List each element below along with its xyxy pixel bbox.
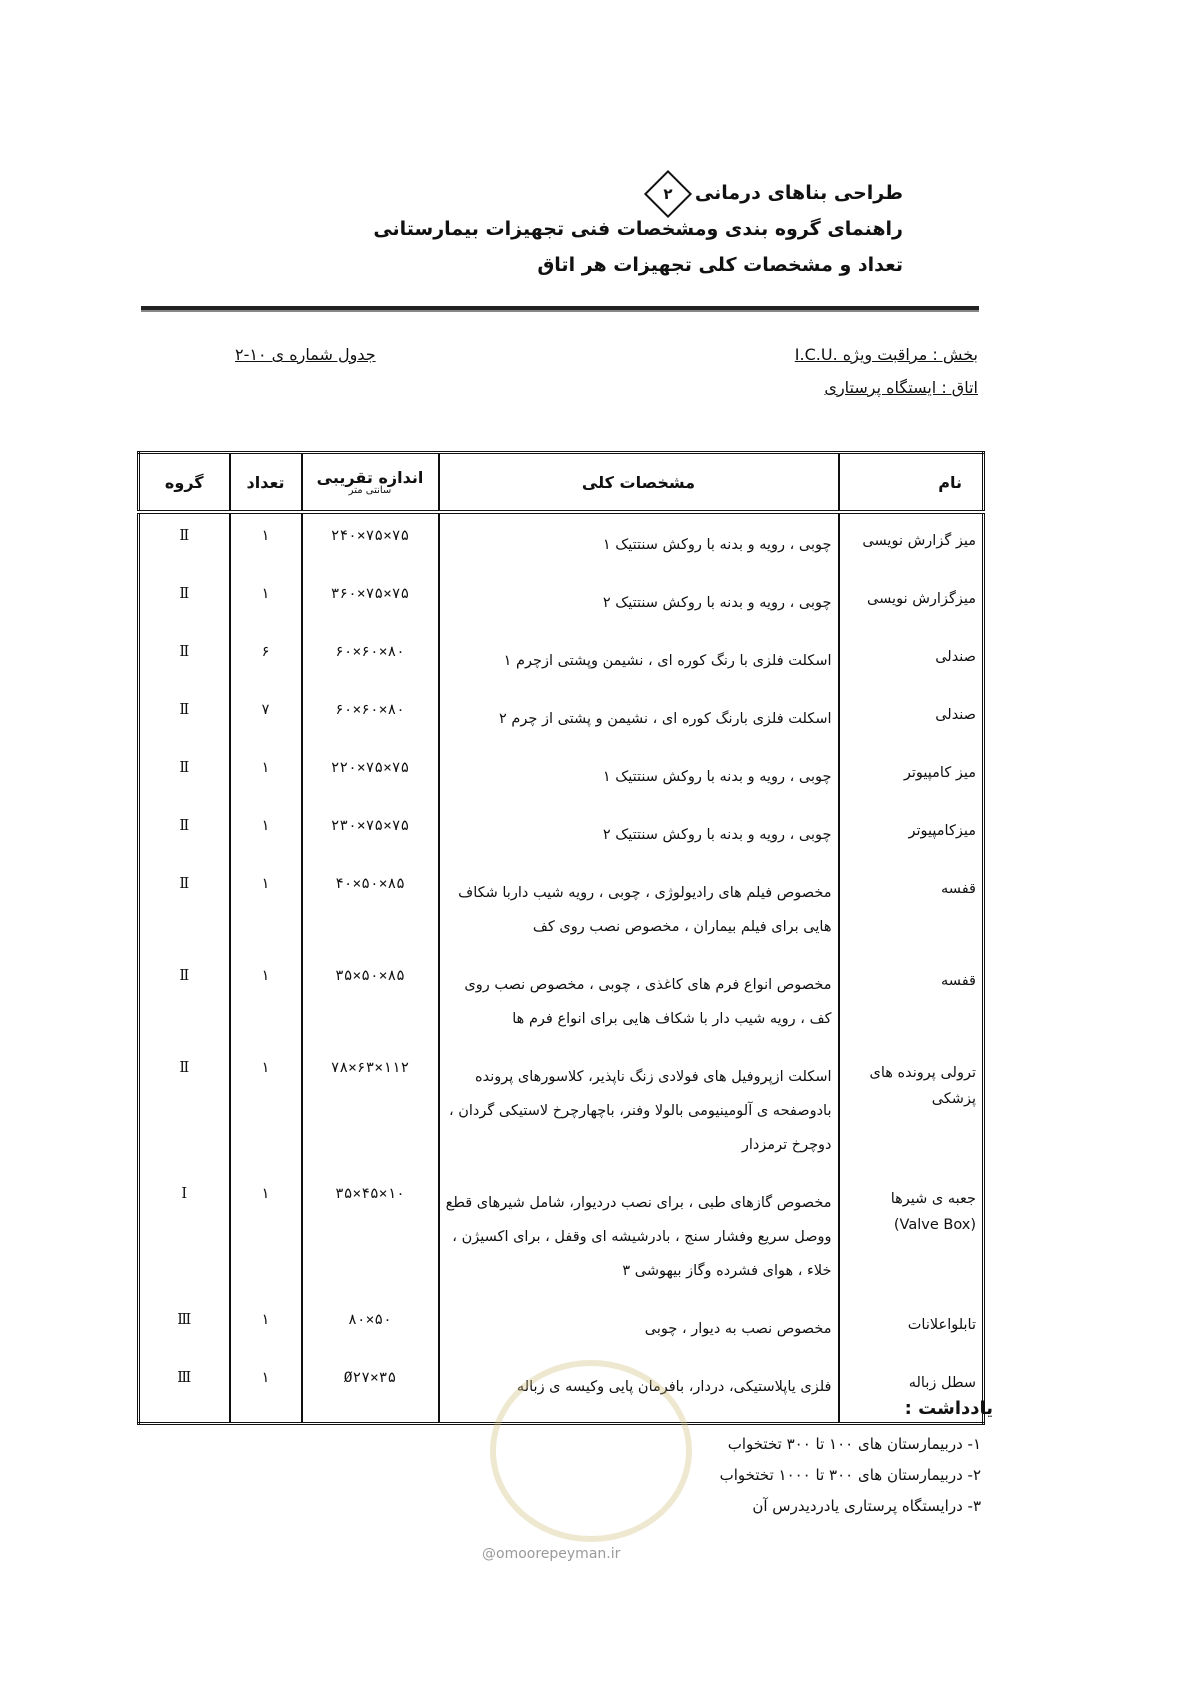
cell-qty: ۱ (230, 572, 302, 630)
document-header (183, 175, 903, 283)
watermark: @omoorepeyman.ir (482, 1546, 621, 1562)
cell-qty: ۱ (230, 1172, 302, 1298)
note-item: ۲- دربیمارستان های ۳۰۰ تا ۱۰۰۰ تختخواب (719, 1466, 981, 1484)
cell-name: میز گزارش نویسی (839, 512, 984, 572)
cell-spec: چوبی ، رویه و بدنه با روکش سنتتیک ۲ (439, 572, 839, 630)
cell-qty: ۱ (230, 1356, 302, 1424)
table-row (139, 512, 984, 572)
cell-size: ۴۰×۵۰×۸۵ (302, 862, 439, 954)
cell-size: ۸۰×۵۰ (302, 1298, 439, 1356)
header-spec: مشخصات کلی (439, 453, 839, 513)
table-row (139, 746, 984, 804)
cell-group: Ⅱ (139, 746, 230, 804)
cell-qty: ۱ (230, 1046, 302, 1172)
cell-name: ترولی پرونده های پزشکی (839, 1046, 984, 1172)
header-group: گروه (139, 453, 230, 513)
table-row (139, 630, 984, 688)
cell-group: Ⅲ (139, 1356, 230, 1424)
cell-size: ۳۵×۴۵×۱۰ (302, 1172, 439, 1298)
header-line-2: راهنمای گروه بندی ومشخصات فنی تجهیزات بیمارستانی (373, 218, 903, 240)
cell-spec: مخصوص گازهای طبی ، برای نصب دردیوار، شامل شیرهای قطع ووصل سریع وفشار سنج ، بادرشیشه ای وقفل ، برای اکسیژن ، خلاء ، هوای فشرده وگاز بیهوشی ۳ (439, 1172, 839, 1298)
room-label: اتاق : ایستگاه پرستاری (824, 378, 978, 397)
cell-spec: چوبی ، رویه و بدنه با روکش سنتتیک ۲ (439, 804, 839, 862)
cell-spec: مخصوص انواع فرم های کاغذی ، چوبی ، مخصوص نصب روی کف ، رویه شیب دار با شکاف هایی برای انواع فرم ها (439, 954, 839, 1046)
header-qty: تعداد (230, 453, 302, 513)
chapter-badge: ۲ (644, 169, 692, 217)
cell-name: تابلواعلانات (839, 1298, 984, 1356)
header-size-unit: سانتی متر (348, 485, 392, 496)
cell-group: Ⅱ (139, 688, 230, 746)
cell-name: قفسه (839, 954, 984, 1046)
header-line-1: طراحی بناهای درمانی ۲ (183, 175, 903, 211)
notes-section (720, 1398, 993, 1522)
header-size: اندازه تقریبی سانتی متر (302, 453, 439, 513)
cell-group: Ⅱ (139, 862, 230, 954)
cell-spec: مخصوص فیلم های رادیولوژی ، چوبی ، رویه شیب داربا شکاف هایی برای فیلم بیماران ، مخصوص نصب روی کف (439, 862, 839, 954)
cell-name: میزکامپیوتر (839, 804, 984, 862)
cell-spec: مخصوص نصب به دیوار ، چوبی (439, 1298, 839, 1356)
header-line-3: تعداد و مشخصات کلی تجهیزات هر اتاق (537, 254, 903, 276)
cell-size: ۷۸×۶۳×۱۱۲ (302, 1046, 439, 1172)
header-divider (141, 306, 979, 312)
table-row (139, 862, 984, 954)
header-name: نام (839, 453, 984, 513)
cell-group: Ⅰ (139, 1172, 230, 1298)
cell-name: میزگزارش نویسی (839, 572, 984, 630)
cell-size: ۲۴۰×۷۵×۷۵ (302, 512, 439, 572)
cell-size: ۲۲۰×۷۵×۷۵ (302, 746, 439, 804)
cell-size: ۶۰×۶۰×۸۰ (302, 630, 439, 688)
cell-group: Ⅱ (139, 512, 230, 572)
table-row (139, 572, 984, 630)
cell-name: صندلی (839, 630, 984, 688)
cell-size: ۳۶۰×۷۵×۷۵ (302, 572, 439, 630)
cell-qty: ۱ (230, 1298, 302, 1356)
cell-qty: ۱ (230, 512, 302, 572)
cell-name: جعبه ی شیرها (Valve Box) (839, 1172, 984, 1298)
cell-size: Ø۲۷×۳۵ (302, 1356, 439, 1424)
cell-size: ۶۰×۶۰×۸۰ (302, 688, 439, 746)
cell-name: میز کامپیوتر (839, 746, 984, 804)
equipment-table (137, 451, 985, 1425)
cell-qty: ۶ (230, 630, 302, 688)
table-row (139, 1172, 984, 1298)
cell-group: Ⅱ (139, 630, 230, 688)
cell-spec: اسکلت فلزی بارنگ کوره ای ، نشیمن و پشتی از چرم ۲ (439, 688, 839, 746)
cell-group: Ⅱ (139, 572, 230, 630)
table-row (139, 688, 984, 746)
cell-size: ۲۳۰×۷۵×۷۵ (302, 804, 439, 862)
table-number: جدول شماره ی ۱۰-۲ (235, 345, 376, 364)
cell-spec: اسکلت فلزی با رنگ کوره ای ، نشیمن وپشتی ازچرم ۱ (439, 630, 839, 688)
cell-name: سطل زباله (839, 1356, 984, 1424)
cell-group: Ⅱ (139, 954, 230, 1046)
section-label: بخش : مراقبت ویژه .I.C.U (794, 345, 978, 364)
cell-qty: ۱ (230, 746, 302, 804)
note-item: ۱- دربیمارستان های ۱۰۰ تا ۳۰۰ تختخواب (727, 1435, 981, 1453)
cell-size: ۳۵×۵۰×۸۵ (302, 954, 439, 1046)
cell-group: Ⅲ (139, 1298, 230, 1356)
cell-qty: ۱ (230, 862, 302, 954)
cell-name: صندلی (839, 688, 984, 746)
note-item: ۳- درایستگاه پرستاری یادردیدرس آن (752, 1497, 981, 1515)
cell-qty: ۱ (230, 804, 302, 862)
cell-name: قفسه (839, 862, 984, 954)
table-row (139, 1298, 984, 1356)
cell-spec: چوبی ، رویه و بدنه با روکش سنتتیک ۱ (439, 746, 839, 804)
cell-spec: چوبی ، رویه و بدنه با روکش سنتتیک ۱ (439, 512, 839, 572)
table-row (139, 1046, 984, 1172)
notes-title: یادداشت : (904, 1398, 993, 1419)
cell-group: Ⅱ (139, 804, 230, 862)
publisher-stamp (490, 1360, 692, 1542)
cell-group: Ⅱ (139, 1046, 230, 1172)
cell-spec: اسکلت ازپروفیل های فولادی زنگ ناپذیر، کلاسورهای پرونده بادوصفحه ی آلومینیومی بالولا وفنر، باچهارچرخ لاستیکی گردان ، دوچرخ ترمزدار (439, 1046, 839, 1172)
table-row (139, 804, 984, 862)
cell-qty: ۱ (230, 954, 302, 1046)
table-row (139, 954, 984, 1046)
cell-spec: فلزی یاپلاستیکی، دردار، بافرمان پایی وکیسه ی زباله (439, 1356, 839, 1424)
table-header-row (139, 453, 984, 513)
cell-qty: ۷ (230, 688, 302, 746)
